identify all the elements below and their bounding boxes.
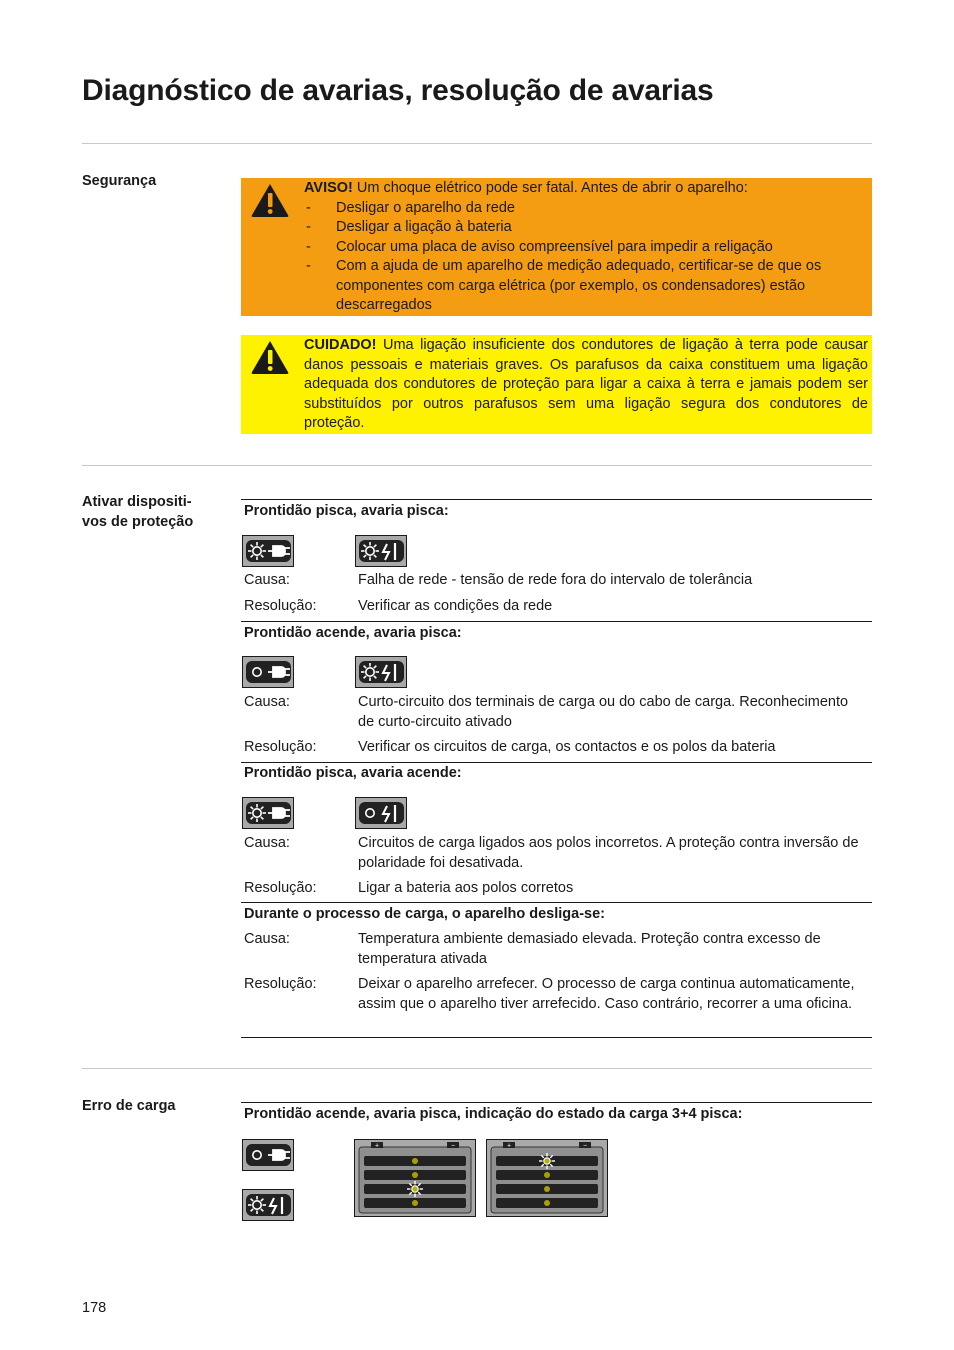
section-label-safety: Segurança xyxy=(82,173,157,189)
caution-keyword: CUIDADO! xyxy=(304,337,377,353)
cause-label: Causa: xyxy=(244,835,290,851)
ready-led-blinking-icon xyxy=(242,535,294,567)
cause-text: Curto-circuito dos terminais de carga ou do cabo de carga. Reconhecimento de curto-circuito ativado xyxy=(358,694,849,730)
charge-status-panel-icon xyxy=(354,1139,476,1217)
warning-box xyxy=(241,178,872,316)
case-heading: Prontidão acende, avaria pisca: xyxy=(244,625,462,641)
warning-intro: Um choque elétrico pode ser fatal. Antes de abrir o aparelho: xyxy=(352,180,748,196)
table-rule xyxy=(241,902,872,903)
warning-keyword: AVISO! xyxy=(304,180,353,196)
solution-label: Resolução: xyxy=(244,880,317,896)
case-heading: Durante o processo de carga, o aparelho desliga-se: xyxy=(244,906,605,922)
cause-label: Causa: xyxy=(244,931,290,947)
svg-text:−: − xyxy=(582,1142,588,1150)
table-rule xyxy=(241,621,872,622)
solution-label: Resolução: xyxy=(244,598,317,614)
section-label-charge-error: Erro de carga xyxy=(82,1098,176,1114)
warning-list-item: - Colocar uma placa de aviso compreensível para impedir a religação xyxy=(306,238,773,255)
ready-led-lit-icon xyxy=(242,1139,294,1171)
fault-led-lit-icon xyxy=(355,797,407,829)
solution-label: Resolução: xyxy=(244,739,317,755)
warning-list-item: - Desligar a ligação à bateria xyxy=(306,219,512,235)
solution-text: Verificar os circuitos de carga, os contactos e os polos da bateria xyxy=(358,739,776,755)
table-rule xyxy=(241,1037,872,1038)
solution-text: Deixar o aparelho arrefecer. O processo de carga continua automaticamente, assim que o aparelho tiver arrefecido. Caso contrário, recorrer a uma oficina. xyxy=(358,976,855,1012)
divider xyxy=(82,143,872,144)
svg-text:−: − xyxy=(450,1142,456,1150)
cause-label: Causa: xyxy=(244,572,290,588)
cause-text: Falha de rede - tensão de rede fora do intervalo de tolerância xyxy=(358,572,753,588)
divider xyxy=(82,1068,872,1069)
ready-led-blinking-icon xyxy=(242,797,294,829)
warning-list-item: - Desligar o aparelho da rede xyxy=(306,199,515,216)
section-label-protection: Ativar dispositi- vos de proteção xyxy=(82,494,194,530)
table-rule xyxy=(241,499,872,500)
case-heading: Prontidão pisca, avaria pisca: xyxy=(244,503,449,519)
cause-text: Temperatura ambiente demasiado elevada. Proteção contra excesso de temperatura ativada xyxy=(358,931,821,967)
case-heading: Prontidão pisca, avaria acende: xyxy=(244,765,462,781)
cause-label: Causa: xyxy=(244,694,290,710)
svg-text:+: + xyxy=(374,1142,380,1150)
solution-label: Resolução: xyxy=(244,976,317,992)
table-rule xyxy=(241,762,872,763)
warning-list xyxy=(304,199,868,316)
page-title: Diagnóstico de avarias, resolução de avarias xyxy=(82,74,714,107)
charge-status-panel-icon xyxy=(486,1139,608,1217)
table-rule xyxy=(241,1102,872,1103)
solution-text: Ligar a bateria aos polos corretos xyxy=(358,880,574,896)
caution-text: Uma ligação insuficiente dos condutores de ligação à terra pode causar danos pessoais e materiais graves. Os parafusos da caixa constituem uma ligação adequada dos condutores de proteção para ligar a caixa à terra e jamais podem ser substituídos por outros parafusos sem uma ligação segura dos condutores de proteção. xyxy=(304,337,868,431)
caution-triangle-icon xyxy=(250,339,290,375)
svg-text:+: + xyxy=(506,1142,512,1150)
ready-led-lit-icon xyxy=(242,656,294,688)
case-heading: Prontidão acende, avaria pisca, indicação do estado da carga 3+4 pisca: xyxy=(244,1106,743,1122)
fault-led-blinking-icon xyxy=(355,656,407,688)
divider xyxy=(82,465,872,466)
page-number: 178 xyxy=(82,1300,107,1316)
warning-list-item: - Com a ajuda de um aparelho de medição adequado, certificar-se de que os componentes com carga elétrica (por exemplo, os condensadores) estão descarregados xyxy=(306,258,822,313)
fault-led-blinking-icon xyxy=(242,1189,294,1221)
fault-led-blinking-icon xyxy=(355,535,407,567)
cause-text: Circuitos de carga ligados aos polos incorretos. A proteção contra inversão de polaridade foi desativada. xyxy=(358,835,859,871)
caution-box xyxy=(241,335,872,434)
solution-text: Verificar as condições da rede xyxy=(358,598,553,614)
warning-triangle-icon xyxy=(250,182,290,218)
